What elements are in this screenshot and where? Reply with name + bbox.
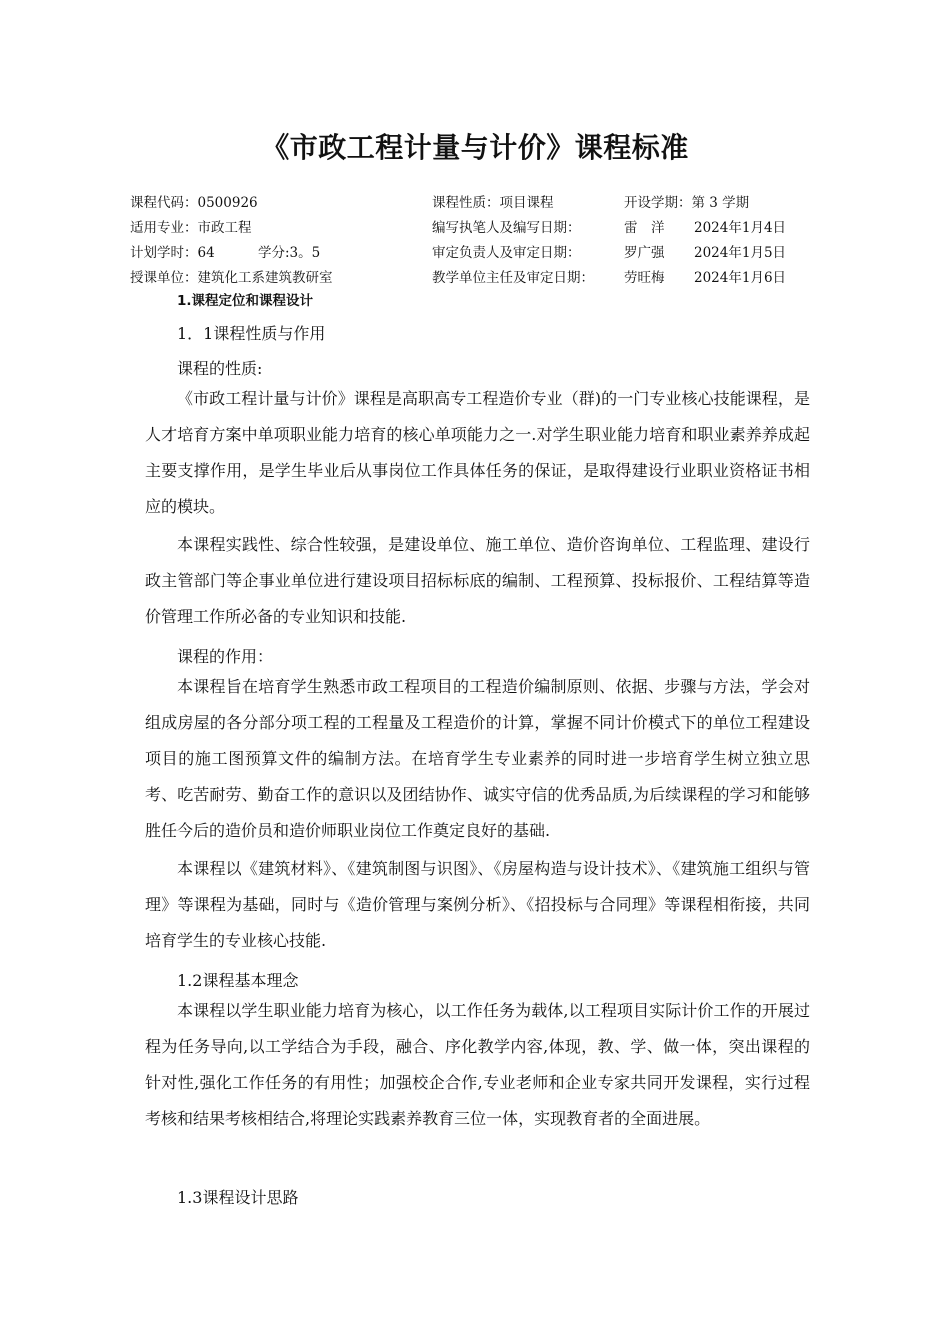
paragraph-prerequisites: 本课程以《建筑材料》、《建筑制图与识图》、《房屋构造与设计技术》、《建筑施工组织与管理》等课程为基础，同时与《造价管理与案例分析》、《招投标与合同理》等课程相衔接，共同培育学生的专业核心技能. [145, 859, 810, 950]
course-nature: 课程性质：项目课程 [432, 195, 554, 211]
director-date: 2024年1月6日 [694, 270, 787, 286]
paragraph-philosophy: 本课程以学生职业能力培育为核心，以工作任务为载体,以工程项目实际计价工作的开展过程为任务导向,以工学结合为手段，融合、序化教学内容,体现，教、学、做一体，突出课程的针对性,强化工作任务的有用性；加强校企合作,专业老师和企业专家共同开发课程，实行过程考核和结果考核相结合,将理论实践素养教育三位一体，实现教育者的全面进展。 [145, 1001, 810, 1128]
reviewer-date: 2024年1月5日 [694, 245, 787, 261]
section-heading-1-2: 1.2课程基本理念 [177, 971, 299, 990]
course-code: 课程代码：0500926 [130, 195, 258, 211]
reviewer-label: 审定负责人及审定日期： [432, 245, 581, 261]
director-label: 教学单位主任及审定日期： [432, 270, 594, 286]
planned-hours: 计划学时：64 [130, 245, 215, 261]
director-name: 劳旺梅 [624, 270, 665, 286]
semester: 开设学期：第 3 学期 [624, 195, 750, 211]
writer-name: 雷 洋 [624, 220, 665, 236]
writer-label: 编写执笔人及编写日期： [432, 220, 581, 236]
paragraph-practice: 本课程实践性、综合性较强，是建设单位、施工单位、造价咨询单位、工程监理、建设行政主管部门等企事业单位进行建设项目招标标底的编制、工程预算、投标报价、工程结算等造价管理工作所必备的专业知识和技能. [145, 535, 810, 626]
major: 适用专业：市政工程 [130, 220, 252, 236]
writer-date: 2024年1月4日 [694, 220, 787, 236]
credits: 学分:3。5 [258, 245, 321, 261]
section-heading-1: 1.课程定位和课程设计 [177, 293, 314, 309]
section-heading-1-3: 1.3课程设计思路 [177, 1188, 299, 1207]
reviewer-name: 罗广强 [624, 245, 665, 261]
nature-label: 课程的性质: [177, 359, 263, 378]
section-heading-1-1: 1．1课程性质与作用 [177, 324, 326, 343]
document-title: 《市政工程计量与计价》课程标准 [261, 131, 689, 164]
teaching-unit: 授课单位：建筑化工系建筑教研室 [130, 270, 333, 286]
role-label: 课程的作用： [177, 647, 274, 666]
paragraph-role: 本课程旨在培育学生熟悉市政工程项目的工程造价编制原则、依据、步骤与方法，学会对组成房屋的各分部分项工程的工程量及工程造价的计算，掌握不同计价模式下的单位工程建设项目的施工图预算文件的编制方法。在培育学生专业素养的同时进一步培育学生树立独立思考、吃苦耐劳、勤奋工作的意识以及团结协作、诚实守信的优秀品质,为后续课程的学习和能够胜任今后的造价员和造价师职业岗位工作奠定良好的基础. [145, 677, 810, 840]
paragraph-nature: 《市政工程计量与计价》课程是高职高专工程造价专业（群)的一门专业核心技能课程，是人才培育方案中单项职业能力培育的核心单项能力之一.对学生职业能力培育和职业素养养成起主要支撑作用，是学生毕业后从事岗位工作具体任务的保证，是取得建设行业职业资格证书相应的模块。 [145, 389, 810, 516]
